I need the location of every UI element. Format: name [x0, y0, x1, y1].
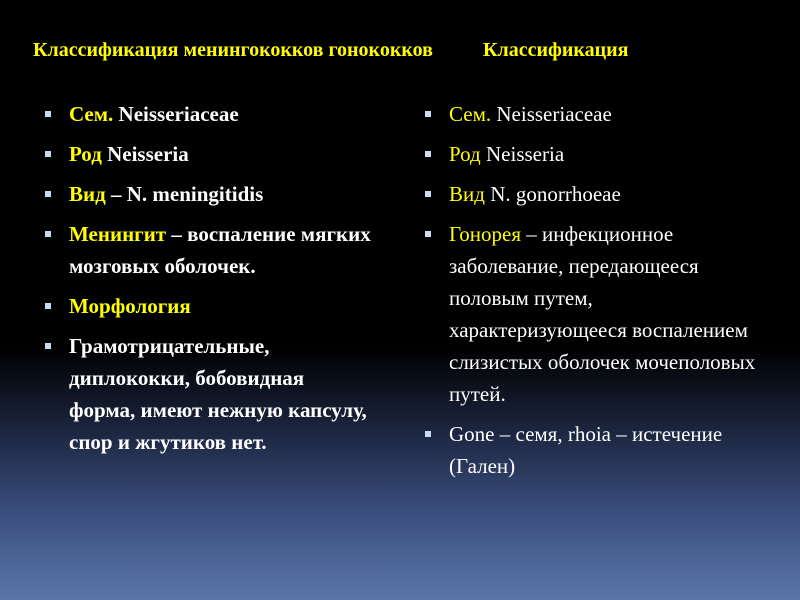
item-label: Сем. [69, 102, 114, 126]
item-label: Вид [449, 182, 485, 206]
list-item [45, 98, 375, 130]
item-label: Менингит [69, 222, 167, 246]
list-item [45, 218, 375, 282]
square-bullet-icon [45, 111, 51, 117]
list-item [45, 138, 375, 170]
item-text: Gone – семя, rhoia – истечение (Гален) [449, 422, 723, 478]
list-item [425, 418, 770, 482]
square-bullet-icon [425, 191, 431, 197]
item-text: Neisseria [101, 142, 189, 166]
square-bullet-icon [45, 231, 51, 237]
list-item [425, 218, 770, 410]
item-text: Neisseria [480, 142, 565, 166]
square-bullet-icon [45, 303, 51, 309]
square-bullet-icon [425, 431, 431, 437]
item-label: Вид [69, 182, 106, 206]
item-label: Гонорея [449, 222, 522, 246]
meningococcus-list [45, 98, 375, 466]
list-item [45, 330, 375, 458]
square-bullet-icon [425, 231, 431, 237]
item-text: – инфекционное заболевание, передающееся половым путем, характеризующееся воспалением слизистых оболочек мочеполовых путей. [449, 222, 756, 406]
item-label: Сем. [449, 102, 492, 126]
left-title: Классификация менингококков гонококков [33, 39, 433, 61]
item-text: – воспаление мягких мозговых оболочек. [69, 222, 371, 278]
item-text: N. gonorrhoeae [484, 182, 621, 206]
list-item [425, 98, 770, 130]
square-bullet-icon [45, 191, 51, 197]
gonococcus-list [425, 98, 770, 490]
list-item [45, 178, 375, 210]
list-item [425, 178, 770, 210]
item-text: Neisseriaceae [113, 102, 239, 126]
item-label: Род [69, 142, 102, 166]
list-item [425, 138, 770, 170]
square-bullet-icon [425, 111, 431, 117]
right-title: Классификация [483, 39, 629, 61]
square-bullet-icon [425, 151, 431, 157]
item-text: Neisseriaceae [491, 102, 612, 126]
square-bullet-icon [45, 151, 51, 157]
item-text: – N. meningitidis [105, 182, 264, 206]
item-text: Грамотрицательные, диплококки, бобовидная форма, имеют нежную капсулу, спор и жгутиков нет. [69, 334, 367, 454]
list-item [45, 290, 375, 322]
square-bullet-icon [45, 343, 51, 349]
item-label: Морфология [69, 294, 191, 318]
item-label: Род [449, 142, 481, 166]
